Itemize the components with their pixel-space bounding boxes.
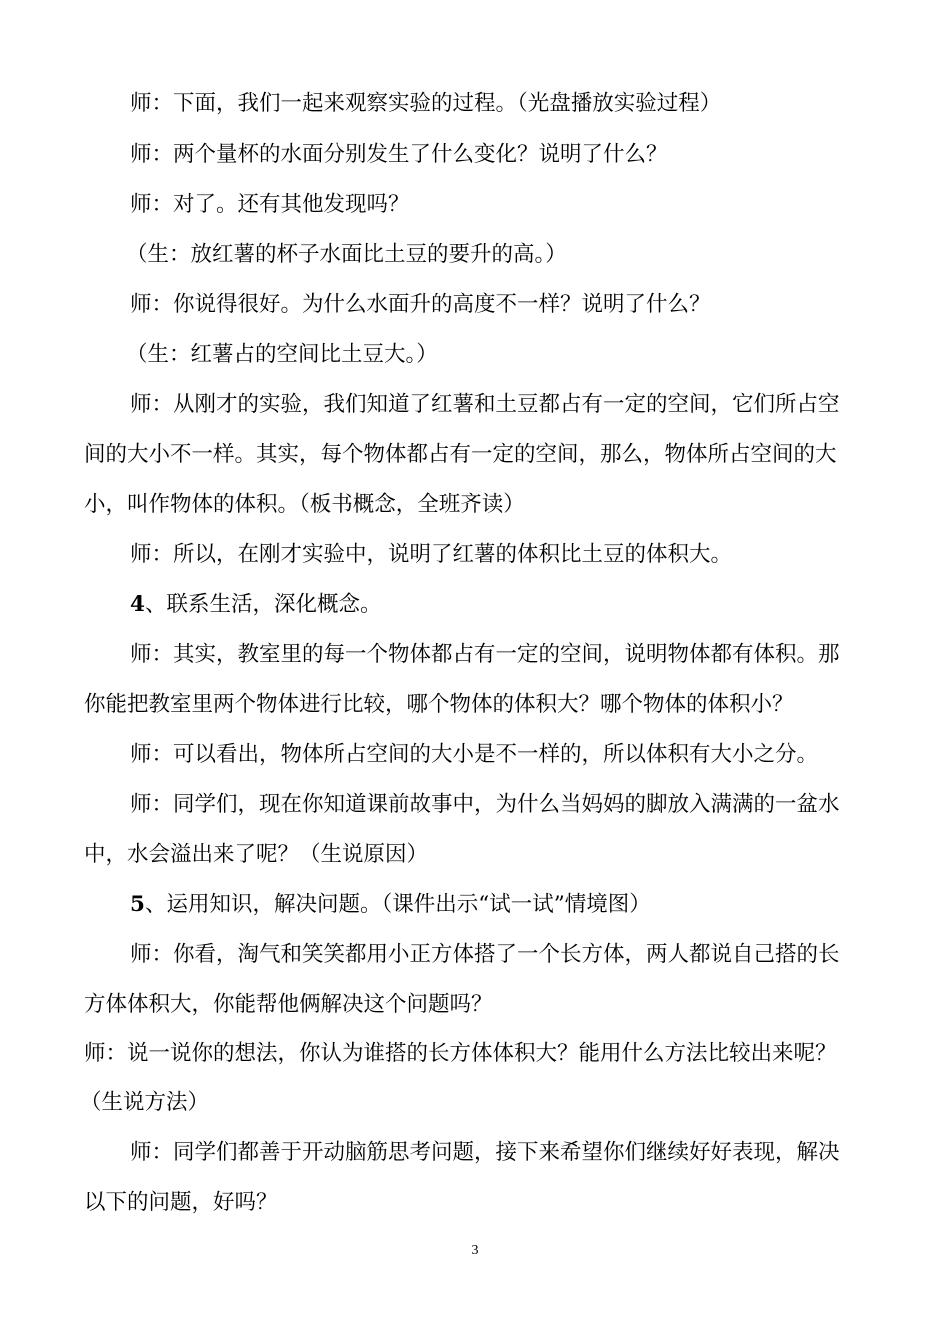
section-title: 、联系生活，深化概念。 [144, 592, 382, 617]
paragraph-line: 师：下面，我们一起来观察实验的过程。（光盘播放实验过程） [130, 91, 722, 116]
paragraph-line: 师：从刚才的实验，我们知道了红薯和土豆都占有一定的空间，它们所占空 [130, 392, 840, 417]
paragraph-line: 师：其实，教室里的每一个物体都占有一定的空间，说明物体都有体积。那 [130, 642, 840, 667]
paragraph-line: 间的大小不一样。其实，每个物体都占有一定的空间，那么，物体所占空间的大 [84, 442, 837, 467]
paragraph-line: 方体体积大，你能帮他俩解决这个问题吗？ [84, 992, 493, 1017]
paragraph-line: 师：你看，淘气和笑笑都用小正方体搭了一个长方体，两人都说自己搭的长 [130, 942, 840, 967]
paragraph-line: 师：同学们都善于开动脑筋思考问题，接下来希望你们继续好好表现，解决 [130, 1140, 840, 1165]
paragraph-line: 你能把教室里两个物体进行比较，哪个物体的体积大？哪个物体的体积小？ [84, 692, 794, 717]
section-title: 、运用知识，解决问题。（课件出示“试一试”情境图） [144, 892, 651, 917]
paragraph-line: 师：对了。还有其他发现吗？ [130, 192, 410, 217]
section-number: 5 [130, 892, 145, 917]
section-heading [0, 891, 950, 919]
paragraph-line: （生：放红薯的杯子水面比土豆的要升的高。） [126, 242, 567, 267]
paragraph-line: 师：所以，在刚才实验中，说明了红薯的体积比土豆的体积大。 [130, 542, 733, 567]
section-heading [0, 591, 950, 619]
paragraph-line: 师：你说得很好。为什么水面升的高度不一样？说明了什么？ [130, 292, 711, 317]
paragraph-line: 师：说一说你的想法，你认为谁搭的长方体体积大？能用什么方法比较出来呢？ [84, 1041, 837, 1066]
section-number: 4 [130, 592, 145, 617]
page-number: 3 [471, 1243, 479, 1258]
paragraph-line: 小，叫作物体的体积。（板书概念，全班齐读） [84, 492, 525, 517]
paragraph-line: （生说方法） [80, 1090, 210, 1115]
paragraph-line: （生：红薯占的空间比土豆大。） [126, 342, 438, 367]
paragraph-line: 师：同学们，现在你知道课前故事中，为什么当妈妈的脚放入满满的一盆水 [130, 792, 840, 817]
paragraph-line: 师：可以看出，物体所占空间的大小是不一样的，所以体积有大小之分。 [130, 742, 819, 767]
paragraph-line: 师：两个量杯的水面分别发生了什么变化？说明了什么？ [130, 142, 668, 167]
paragraph-line: 以下的问题，好吗？ [84, 1190, 278, 1215]
paragraph-line: 中，水会溢出来了呢？（生说原因） [84, 842, 429, 867]
